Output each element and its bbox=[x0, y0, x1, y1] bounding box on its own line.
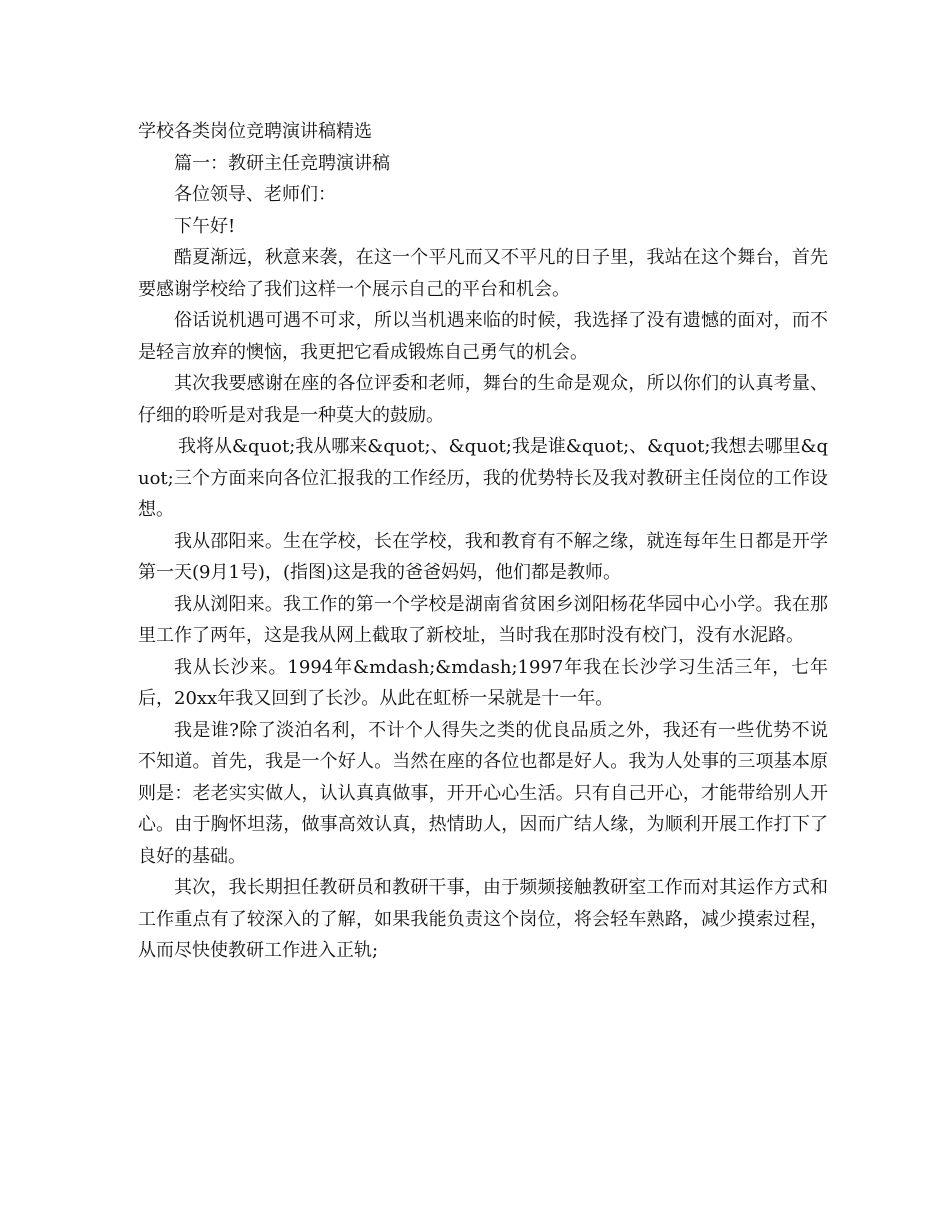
paragraph: 我从邵阳来。生在学校，长在学校，我和教育有不解之缘，就连每年生日都是开学第一天(9月1号)，(指图)这是我的爸爸妈妈，他们都是教师。 bbox=[138, 530, 828, 583]
paragraph: 我从浏阳来。我工作的第一个学校是湖南省贫困乡浏阳杨花华园中心小学。我在那里工作了两年，这是我从网上截取了新校址，当时我在那时没有校门，没有水泥路。 bbox=[138, 593, 828, 646]
paragraph: 其次我要感谢在座的各位评委和老师，舞台的生命是观众，所以你们的认真考量、仔细的聆听是对我是一种莫大的鼓励。 bbox=[138, 373, 828, 426]
paragraph: 我将从&quot;我从哪来&quot;、&quot;我是谁&quot;、&quot;我想去哪里&quot;三个方面来向各位汇报我的工作经历，我的优势特长及我对教研主任岗位的工作设想。 bbox=[138, 436, 828, 520]
paragraph: 我是谁?除了淡泊名利，不计个人得失之类的优良品质之外，我还有一些优势不说不知道。首先，我是一个好人。当然在座的各位也都是好人。我为人处事的三项基本原则是：老老实实做人，认认真真做事，开开心心生活。只有自己开心，才能带给别人开心。由于胸怀坦荡，做事高效认真，热情助人，因而广结人缘，为顺利开展工作打下了良好的基础。 bbox=[138, 719, 828, 867]
paragraph: 其次，我长期担任教研员和教研干事，由于频频接触教研室工作而对其运作方式和工作重点有了较深入的了解，如果我能负责这个岗位，将会轻车熟路，减少摸索过程，从而尽快使教研工作进入正轨; bbox=[138, 877, 828, 961]
section-heading: 篇一：教研主任竞聘演讲稿 bbox=[174, 152, 390, 174]
paragraph: 酷夏渐远，秋意来袭，在这一个平凡而又不平凡的日子里，我站在这个舞台，首先要感谢学校给了我们这样一个展示自己的平台和机会。 bbox=[138, 247, 828, 300]
greeting: 下午好! bbox=[174, 215, 236, 237]
paragraph: 俗话说机遇可遇不可求，所以当机遇来临的时候，我选择了没有遗憾的面对，而不是轻言放弃的懊恼，我更把它看成锻炼自己勇气的机会。 bbox=[138, 310, 828, 363]
paragraph: 我从长沙来。1994年&mdash;&mdash;1997年我在长沙学习生活三年，七年后，20xx年我又回到了长沙。从此在虹桥一呆就是十一年。 bbox=[138, 656, 828, 709]
document-title: 学校各类岗位竞聘演讲稿精选 bbox=[138, 121, 372, 142]
salutation: 各位领导、老师们： bbox=[174, 184, 336, 205]
document-body bbox=[138, 116, 828, 967]
